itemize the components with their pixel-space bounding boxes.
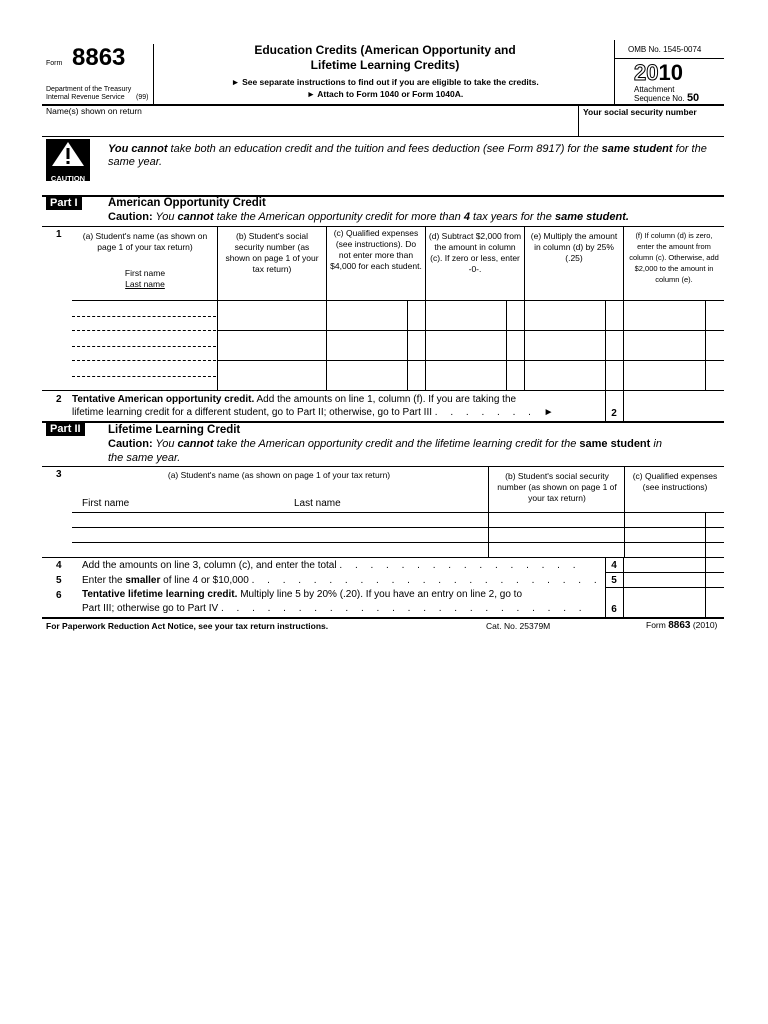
instructions-line1: ► See separate instructions to find out if you are eligible to take the credits. [231,77,539,87]
p1-row3-expenses[interactable] [327,361,424,389]
ssn-field[interactable] [580,119,722,135]
part2-caution-2: the same year. [108,452,181,464]
sequence-label: Sequence No. 50 [634,92,700,104]
sequence-number: 50 [686,92,700,104]
tax-year [634,60,683,86]
omb-number: OMB No. 1545-0074 [628,45,702,54]
line6-amount-field[interactable] [624,588,704,616]
line5-box-number: 5 [611,575,617,586]
part2-label: Part II [46,422,85,436]
p2-row3-name[interactable] [74,543,486,556]
attachment-label: Attachment [634,85,675,94]
caution-icon: CAUTION [46,139,90,181]
p1-col-d-header: (d) Subtract $2,000 from the amount in column (c). If zero or less, enter -0-. [428,231,522,274]
line6-text: Tentative lifetime learning credit. Multiply line 5 by 20% (.20). If you have an entry on line 2, go to [82,589,523,600]
line6-text-2: Part III; otherwise go to Part IV . . . . . . . . . . . . . . . . . . . . . . . . [82,603,587,614]
p1-col-c-header: (c) Qualified expenses (see instructions). Do not enter more than $4,000 for each student. [330,228,422,271]
part1-label: Part I [46,196,82,210]
p2-row3-expenses[interactable] [625,543,704,556]
p2-col-a-first: First name [82,498,130,509]
p2-col-c-header: (c) Qualified expenses (see instructions) [632,471,718,492]
p1-row2-expenses[interactable] [327,331,424,359]
names-field[interactable] [44,118,574,134]
form-number: 8863 [72,44,126,71]
form-label: Form [46,60,63,67]
p1-col-a-header: (a) Student's name (as shown on page 1 of your tax return) [82,231,208,252]
p2-col-a-last: Last name [294,498,341,509]
line5-text: Enter the smaller of line 4 or $10,000 . . . . . . . . . . . . . . . . . . . . . . . [82,575,602,586]
dept-code: (99) [136,94,149,101]
line2-box-number: 2 [611,408,617,419]
line4-amount-field[interactable] [624,558,704,571]
p1-col-a-first: First name [124,268,166,278]
line6-box-number: 6 [611,604,617,615]
line6-number: 6 [56,590,62,601]
part2-title: Lifetime Learning Credit [108,424,241,436]
line5-amount-field[interactable] [624,573,704,586]
line1-number: 1 [56,229,62,240]
line2-amount-field[interactable] [624,391,722,421]
dept-treasury: Department of the Treasury [46,86,132,93]
p1-col-a-last: Last name [125,279,165,289]
tax-year-outline: 20 [634,60,659,85]
catalog-number: Cat. No. 25379M [486,621,551,631]
p1-row3-ssn[interactable] [218,361,325,389]
part2-caution: Caution: You cannot take the American opportunity credit and the lifetime learning credit for the same student in [108,438,662,450]
form-title-line2: Lifetime Learning Credits) [310,58,460,72]
names-label: Name(s) shown on return [46,106,142,116]
line4-number: 4 [56,560,62,571]
instructions-line2: ► Attach to Form 1040 or Form 1040A. [306,89,464,99]
p2-row1-name[interactable] [74,513,486,526]
p2-row2-ssn[interactable] [489,528,623,541]
tax-year-bold: 10 [658,60,683,85]
form-title-line1: Education Credits (American Opportunity and [254,43,516,57]
p2-row2-expenses[interactable] [625,528,704,541]
line2-text-2: lifetime learning credit for a different student, go to Part II; otherwise, go to Part III . . . . . . . ► [72,407,559,418]
line2-number: 2 [56,394,62,405]
p2-col-b-header: (b) Student's social security number (as shown on page 1 of your tax return) [497,471,617,503]
p1-row1-ssn[interactable] [218,301,325,329]
ssn-label: Your social security number [583,107,697,117]
part1-title: American Opportunity Credit [108,197,266,209]
part1-caution: Caution: You cannot take the American opportunity credit for more than 4 tax years for the same student. [108,211,629,223]
p1-col-b-header: (b) Student's social security number (as shown on page 1 of your tax return) [225,231,319,274]
footer-form-ref: Form 8863 (2010) [646,620,718,631]
line5-number: 5 [56,575,62,586]
p2-row2-name[interactable] [74,528,486,541]
p1-row1-expenses[interactable] [327,301,424,329]
paperwork-notice: For Paperwork Reduction Act Notice, see your tax return instructions. [46,621,329,631]
p1-col-e-header: (e) Multiply the amount in column (d) by 25% (.25) [530,231,618,263]
line4-text: Add the amounts on line 3, column (c), and enter the total . . . . . . . . . . . . . . . . [82,560,581,571]
line2-text: Tentative American opportunity credit. Add the amounts on line 1, column (f). If you are taking the [72,394,517,405]
p1-col-f-header: (f) If column (d) is zero, enter the amount from column (c). Otherwise, add $2,000 to the amount in column (e). [629,231,719,284]
line4-box-number: 4 [611,560,617,571]
p2-col-a-header: (a) Student's name (as shown on page 1 of your tax return) [167,470,391,480]
p2-row1-expenses[interactable] [625,513,704,526]
p1-row2-ssn[interactable] [218,331,325,359]
dept-irs: Internal Revenue Service [46,94,125,101]
p2-row1-ssn[interactable] [489,513,623,526]
line3-number: 3 [56,469,62,480]
p2-row3-ssn[interactable] [489,543,623,556]
caution-text: You cannot take both an education credit and the tuition and fees deduction (see Form 8917) for the same student for the same year. [108,143,707,168]
